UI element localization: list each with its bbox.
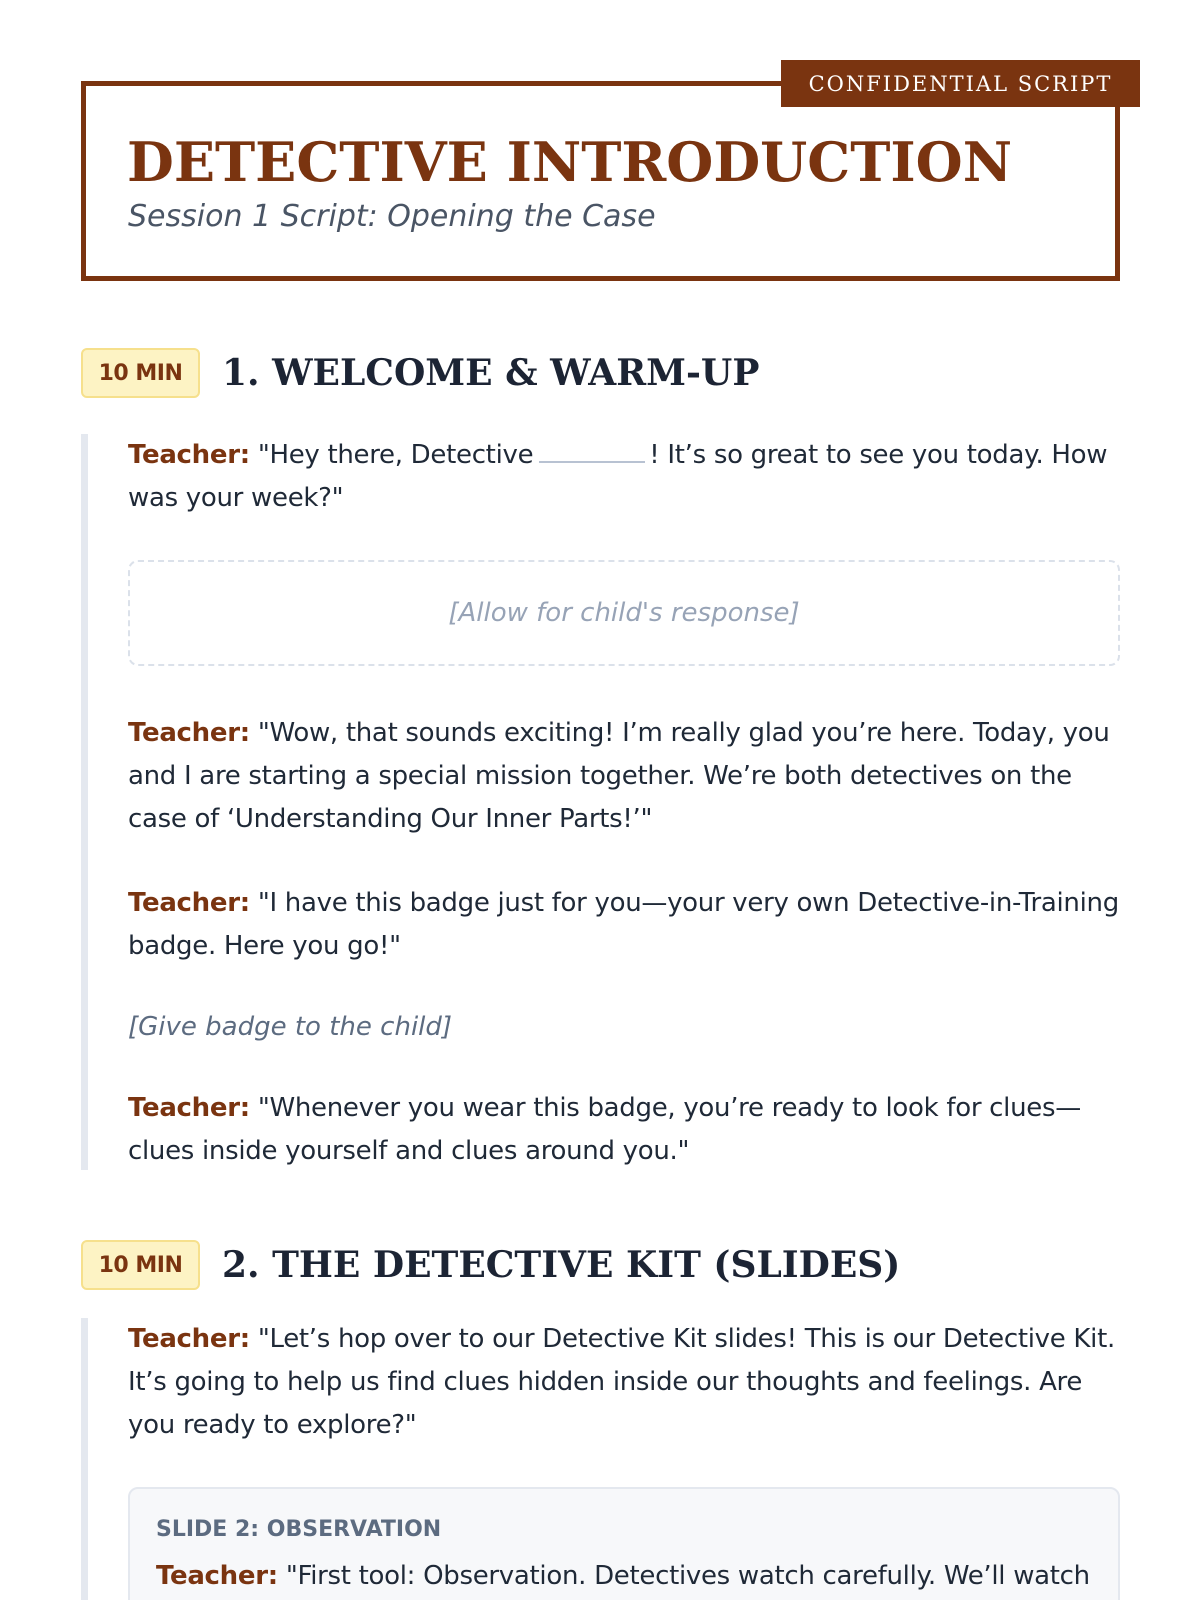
line-text: ! It’s so great to see you today. How was your week?" [128,440,1108,513]
line-text: "Wow, that sounds exciting! I’m really glad you’re here. Today, you and I are starting a special mission together. We’re both detectives on the case of ‘Understanding Our Inner Parts!’" [128,718,1110,834]
speaker-label: Teacher: [128,1093,250,1123]
section-2-header [81,1240,900,1290]
time-badge: 10 MIN [81,1240,200,1290]
response-placeholder: [Allow for child's response] [128,560,1120,666]
section-1-body [81,434,1120,1170]
script-line [128,1087,1120,1173]
script-line [128,1318,1120,1447]
script-line [128,882,1120,968]
confidential-tag: CONFIDENTIAL SCRIPT [781,60,1140,107]
name-blank [539,435,645,463]
line-text: "I have this badge just for you—your very own Detective-in-Training badge. Here you go!" [128,888,1119,961]
script-line [128,434,1120,520]
section-title: 2. THE DETECTIVE KIT (SLIDES) [222,1244,901,1286]
page-title: DETECTIVE INTRODUCTION [127,130,1013,194]
section-title: 1. WELCOME & WARM-UP [222,352,760,394]
line-text: "Hey there, Detective [257,440,534,470]
line-text: "Whenever you wear this badge, you’re ready to look for clues—clues inside yourself and clues around you." [128,1093,1081,1166]
stage-direction: [Give badge to the child] [128,1012,453,1042]
script-line [128,712,1120,841]
speaker-label: Teacher: [156,1561,278,1591]
page-subtitle: Session 1 Script: Opening the Case [128,199,656,234]
line-text: "Let’s hop over to our Detective Kit slides! This is our Detective Kit. It’s going to help us find clues hidden inside our thoughts and feelings. Are you ready to explore?" [128,1324,1115,1440]
script-line [156,1555,1092,1598]
section-1-header [81,348,759,398]
speaker-label: Teacher: [128,1324,250,1354]
speaker-label: Teacher: [128,718,250,748]
slide-card [128,1487,1120,1600]
speaker-label: Teacher: [128,888,250,918]
line-text: "First tool: Observation. Detectives watch carefully. We’ll watch [285,1561,1090,1591]
section-2-body [81,1318,1120,1600]
speaker-label: Teacher: [128,440,250,470]
slide-label: SLIDE 2: OBSERVATION [156,1517,442,1542]
time-badge: 10 MIN [81,348,200,398]
